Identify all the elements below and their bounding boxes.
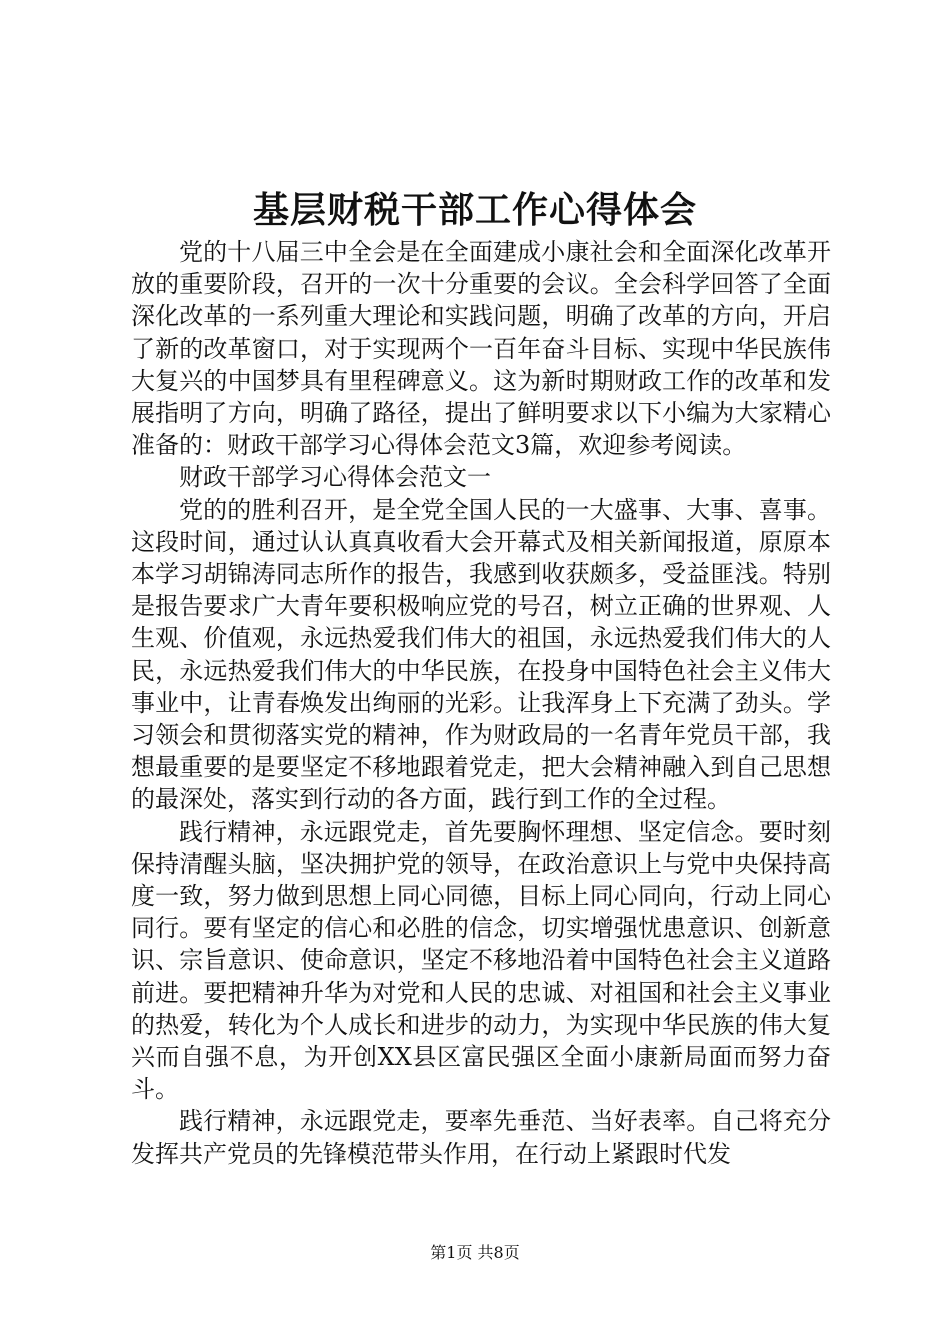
page-number-footer: 第1页 共8页 <box>430 1243 520 1262</box>
paragraph-body-1: 党的的胜利召开，是全党全国人民的一大盛事、大事、喜事。这段时间，通过认认真真收看大会开幕式及相关新闻报道，原原本本学习胡锦涛同志所作的报告，我感到收获颇多，受益匪浅。特别是报告要求广大青年要积极响应党的号召，树立正确的世界观、人生观、价值观，永远热爱我们伟大的祖国，永远热爱我们伟大的人民，永远热爱我们伟大的中华民族，在投身中国特色社会主义伟大事业中，让青春焕发出绚丽的光彩。让我浑身上下充满了劲头。学习领会和贯彻落实党的精神，作为财政局的一名青年党员干部，我想最重要的是要坚定不移地跟着党走，把大会精神融入到自己思想的最深处，落实到行动的各方面，践行到工作的全过程。 <box>131 495 831 814</box>
paragraph-body-3: 践行精神，永远跟党走，要率先垂范、当好表率。自己将充分发挥共产党员的先锋模范带头作用，在行动上紧跟时代发 <box>131 1107 831 1168</box>
paragraph-body-2: 践行精神，永远跟党走，首先要胸怀理想、坚定信念。要时刻保持清醒头脑，坚决拥护党的领导，在政治意识上与党中央保持高度一致，努力做到思想上同心同德，目标上同心同向，行动上同心同行。要有坚定的信心和必胜的信念，切实增强忧患意识、创新意识、宗旨意识、使命意识，坚定不移地沿着中国特色社会主义道路前进。要把精神升华为对党和人民的忠诚、对祖国和社会主义事业的热爱，转化为个人成长和进步的动力，为实现中华民族的伟大复兴而自强不息，为开创XX县区富民强区全面小康新局面而努力奋斗。 <box>131 817 831 1104</box>
paragraph-section-heading: 财政干部学习心得体会范文一 <box>179 463 491 492</box>
document-body <box>131 236 831 1170</box>
document-title: 基层财税干部工作心得体会 <box>252 189 697 231</box>
paragraph-intro: 党的十八届三中全会是在全面建成小康社会和全面深化改革开放的重要阶段，召开的一次十分重要的会议。全会科学回答了全面深化改革的一系列重大理论和实践问题，明确了改革的方向，开启了新的改革窗口，对于实现两个一百年奋斗目标、实现中华民族伟大复兴的中国梦具有里程碑意义。这为新时期财政工作的改革和发展指明了方向，明确了路径，提出了鲜明要求以下小编为大家精心准备的：财政干部学习心得体会范文3篇，欢迎参考阅读。 <box>131 238 831 460</box>
